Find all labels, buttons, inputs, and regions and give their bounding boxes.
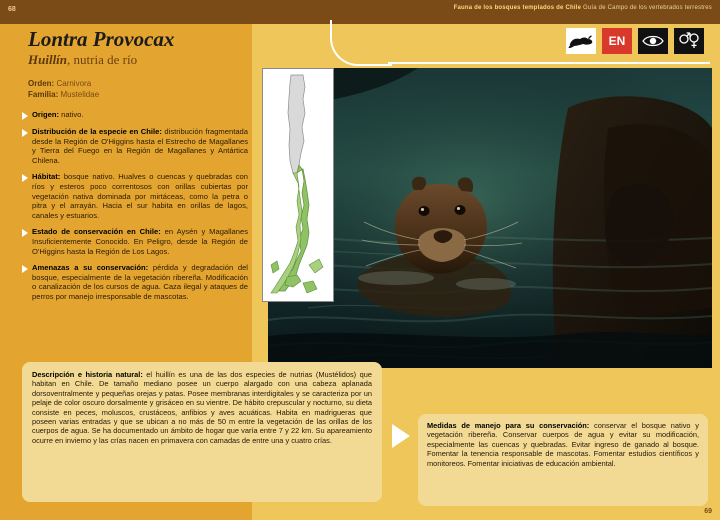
bullet-label: Distribución de la especie en Chile: bbox=[32, 127, 162, 136]
header-series-text bbox=[454, 5, 712, 11]
measures-label: Medidas de manejo para su conservación: bbox=[427, 421, 590, 430]
bullet-label: Amenazas a su conservación: bbox=[32, 263, 149, 273]
measures-body: conservar el bosque nativo y vegetación ribereña. Conservar cuerpos de agua y evitar su modificación, especialmente las cuencas y quebradas. Evitar ingreso de ganado al bosque. Fomentar la tenencia responsable de mascotas. Fomentar estudios científicos y monitoreos. Fomentar iniciativas de educación ambiental. bbox=[427, 421, 699, 468]
header-rule bbox=[388, 62, 710, 64]
species-photo bbox=[268, 68, 712, 368]
description-body: el huillín es una de las dos especies de nutrias (Mustélidos) que habitan en Chile. De tamaño mediano posee un cuerpo alargado con una cabeza aplanada dorsoventralmente y pequeñas orejas y patas. Posee membranas interdigitales y se caracteriza por un pelaje de color oscuro dorsalmente y grisáceo en su vientre. De hábito crepuscular y nocturno, su dieta consiste en peces, moluscos, crustáceos, anfibios y aves acuáticas. Habita en madrigueras que poseen varias entradas y que se ubican a no más de 50 m entre la vegetación de las orillas de los cuerpos de agua. Se ha documentado un ámbito de hogar que varía entre 7 y 22 km. Su apareamiento ocurre en invierno y las crías nacen en primavera con camadas de entre una y cuatro crías. bbox=[32, 370, 372, 445]
description-panel bbox=[22, 362, 382, 502]
bullet-text bbox=[32, 110, 84, 120]
list-item bbox=[22, 172, 248, 220]
taxonomy-block bbox=[28, 78, 99, 100]
title-block bbox=[28, 28, 358, 68]
series-title: Fauna de los bosques templados de Chile bbox=[453, 5, 582, 11]
common-name: Huillín bbox=[28, 52, 68, 67]
list-item bbox=[22, 263, 248, 301]
triangle-bullet-icon bbox=[22, 112, 28, 120]
common-name-line bbox=[28, 52, 358, 68]
distribution-map bbox=[262, 68, 334, 302]
description-text bbox=[32, 370, 372, 445]
bullet-body: distribución fragmentada desde la Región de O'Higgins hasta el Estrecho de Magallanes y Tierra del Fuego en la Región de Magallanes y Antártica Chilena. bbox=[32, 127, 248, 165]
bullet-label: Hábitat: bbox=[32, 172, 61, 182]
order-row bbox=[28, 78, 99, 89]
list-item bbox=[22, 127, 248, 165]
triangle-bullet-icon bbox=[22, 229, 28, 237]
triangle-bullet-icon bbox=[22, 265, 28, 273]
order-value: Carnivora bbox=[56, 79, 92, 88]
bullet-body: nativo. bbox=[59, 110, 84, 119]
header-curve-divider bbox=[330, 20, 392, 66]
description-label: Descripción e historia natural: bbox=[32, 370, 143, 379]
list-item bbox=[22, 227, 248, 256]
bullet-label: Origen: bbox=[32, 110, 60, 119]
order-label: Orden: bbox=[28, 79, 55, 88]
triangle-bullet-icon bbox=[392, 424, 410, 448]
management-measures-panel bbox=[418, 414, 708, 506]
bullet-list bbox=[22, 110, 248, 309]
bullet-text bbox=[32, 227, 248, 256]
bullet-text bbox=[32, 127, 248, 165]
family-label: Familia: bbox=[28, 90, 59, 99]
male-female-icon bbox=[674, 28, 704, 54]
family-value: Mustelidae bbox=[60, 90, 100, 99]
bullet-body: pérdida y degradación del bosque, especialmente de la vegetación ribereña. Modificación o canalización de los cursos de agua. Caza ilegal y ataques de perros por manejo irresponsable de mascotas. bbox=[32, 263, 248, 301]
bullet-body: en Aysén y Magallanes Insuficientemente Conocido. En Peligro, desde la Región de O'Higgins hasta la Región de Los Lagos. bbox=[32, 227, 248, 256]
eye-night-icon bbox=[638, 28, 668, 54]
family-row bbox=[28, 89, 99, 100]
scientific-name: Lontra Provocax bbox=[28, 27, 175, 51]
triangle-bullet-icon bbox=[22, 129, 28, 137]
bullet-body: bosque nativo. Hualves o cuencas y quebradas con ríos y esteros poco correntosos con orillas cubiertas por vegetación nativa dominada por mirtáceas, como la petra o pitra y el arrayán. Hacia el sur habita en orillas de lagos, canales y estuarios. bbox=[32, 172, 248, 220]
page-number-bottom: 69 bbox=[704, 508, 712, 515]
page-number-top: 68 bbox=[8, 6, 16, 13]
common-name-rest: , nutria de río bbox=[67, 52, 138, 67]
icon-strip bbox=[566, 28, 704, 54]
status-badge: EN bbox=[602, 28, 632, 54]
bullet-text bbox=[32, 172, 248, 220]
bullet-label: Estado de conservación en Chile: bbox=[32, 227, 161, 237]
bullet-text bbox=[32, 263, 248, 301]
list-item bbox=[22, 110, 248, 120]
measures-text bbox=[427, 421, 699, 468]
otter-silhouette-icon bbox=[566, 28, 596, 54]
triangle-bullet-icon bbox=[22, 174, 28, 182]
series-subtitle: Guía de Campo de los vertebrados terrestres bbox=[583, 5, 712, 11]
